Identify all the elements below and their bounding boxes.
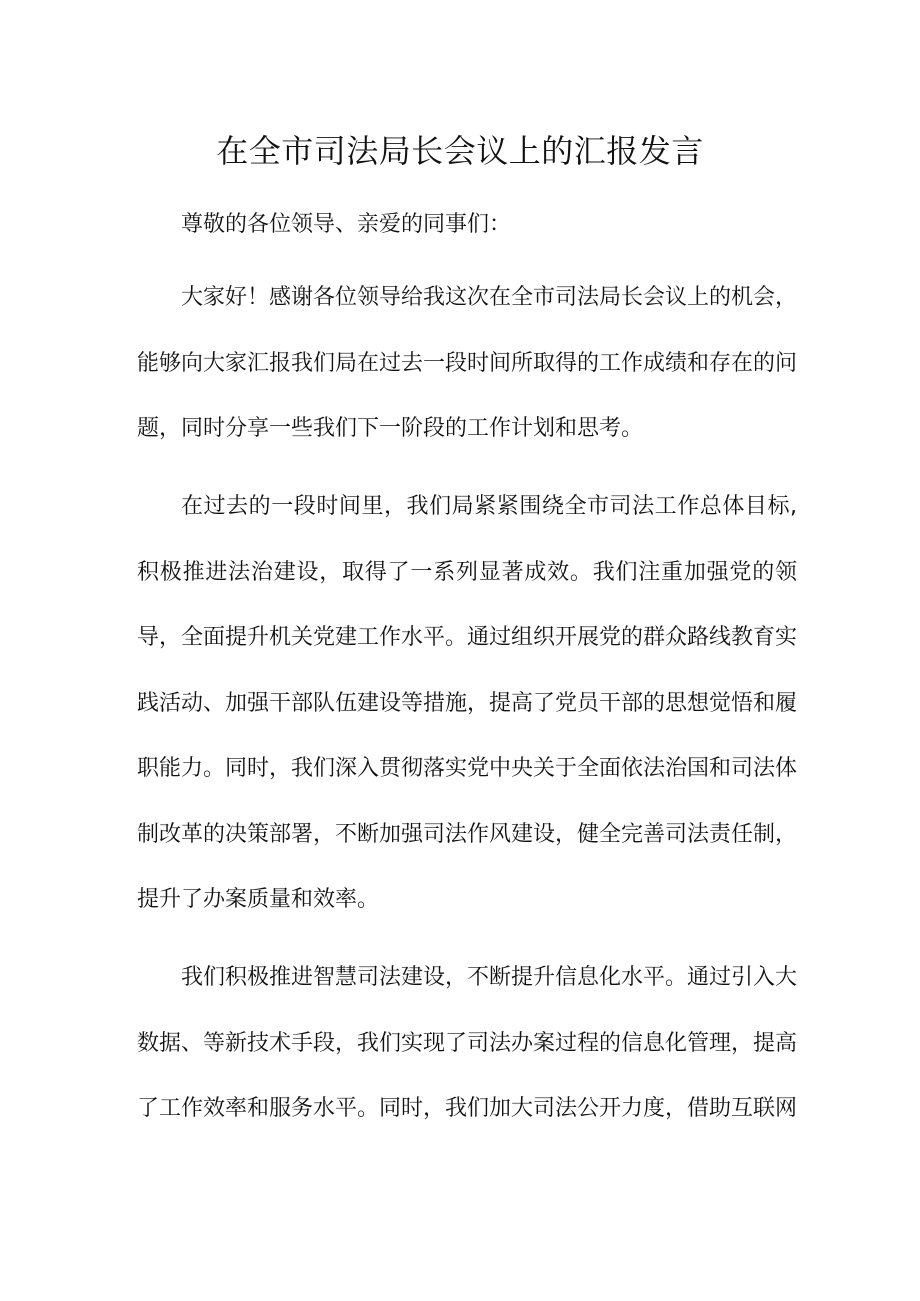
document-title: 在全市司法局长会议上的汇报发言 — [216, 132, 704, 170]
paragraph-1: 大家好！感谢各位领导给我这次在全市司法局长会议上的机会，能够向大家汇报我们局在过去一段时间所取得的工作成绩和存在的问题，同时分享一些我们下一阶段的工作计划和思考。 — [137, 285, 798, 441]
paragraph-2: 在过去的一段时间里，我们局紧紧围绕全市司法工作总体目标,积极推进法治建设，取得了一系列显著成效。我们注重加强党的领导，全面提升机关党建工作水平。通过组织开展党的群众路线教育实践活动、加强干部队伍建设等措施，提高了党员干部的思想觉悟和履职能力。同时，我们深入贯彻落实党中央关于全面依法治国和司法体制改革的决策部署，不断加强司法作风建设，健全完善司法责任制，提升了办案质量和效率。 — [137, 494, 798, 912]
paragraph-3: 我们积极推进智慧司法建设，不断提升信息化水平。通过引入大数据、等新技术手段，我们实现了司法办案过程的信息化管理，提高了工作效率和服务水平。同时，我们加大司法公开力度，借助互联网 — [137, 965, 798, 1121]
salutation: 尊敬的各位领导、亲爱的同事们： — [181, 212, 512, 237]
